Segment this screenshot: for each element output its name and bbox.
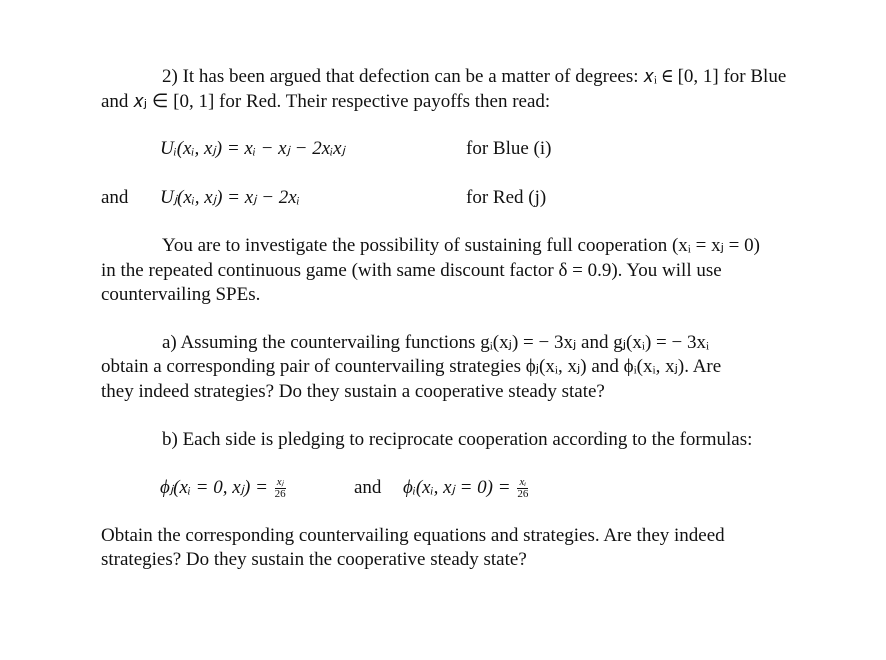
part-b-formula-2: [403, 477, 530, 500]
payoff-red-equation: Uⱼ(xᵢ, xⱼ) = xⱼ − 2xᵢ: [160, 187, 300, 208]
part-a-line-2: obtain a corresponding pair of countervailing strategies ϕⱼ(xᵢ, xⱼ) and ϕᵢ(xᵢ, xⱼ). Are: [101, 356, 722, 377]
payoff-blue-label: for Blue (i): [466, 138, 552, 159]
intro-line-1: 2) It has been argued that defection can be a matter of degrees: 𝑥ᵢ ∈ [0, 1] for Blue: [162, 66, 787, 87]
part-b-line-1: b) Each side is pledging to reciprocate cooperation according to the formulas:: [162, 429, 753, 450]
intro-line-2: and 𝑥ⱼ ∈ [0, 1] for Red. Their respective payoffs then read:: [101, 91, 551, 112]
part-b-formula-1: [160, 477, 288, 500]
formula-1-lhs: ϕⱼ(xᵢ = 0, xⱼ) =: [160, 477, 268, 498]
formula-1-denominator: 26: [274, 488, 286, 501]
payoff-red-label: for Red (j): [466, 187, 547, 208]
and-connector: and: [101, 187, 129, 208]
formula-2-lhs: ϕᵢ(xᵢ, xⱼ = 0) =: [403, 477, 511, 498]
part-a-line-3: they indeed strategies? Do they sustain a cooperative steady state?: [101, 381, 605, 402]
investigate-line-2: in the repeated continuous game (with same discount factor δ = 0.9). You will use: [101, 260, 722, 281]
formula-1-fraction: [275, 477, 286, 500]
closing-line-2: strategies? Do they sustain the cooperative steady state?: [101, 549, 527, 570]
part-a-line-1: a) Assuming the countervailing functions gᵢ(xⱼ) = − 3xⱼ and gⱼ(xᵢ) = − 3xᵢ: [162, 332, 710, 353]
formula-2-fraction: [517, 477, 528, 500]
payoff-blue-equation: Uᵢ(xᵢ, xⱼ) = xᵢ − xⱼ − 2xᵢxⱼ: [160, 138, 345, 159]
investigate-line-3: countervailing SPEs.: [101, 284, 261, 305]
investigate-line-1: You are to investigate the possibility of sustaining full cooperation (xᵢ = xⱼ = 0): [162, 235, 760, 256]
closing-line-1: Obtain the corresponding countervailing equations and strategies. Are they indeed: [101, 525, 725, 546]
formula-2-numerator: xᵢ: [517, 477, 528, 489]
formula-and: and: [354, 477, 382, 498]
formula-2-denominator: 26: [517, 488, 529, 501]
formula-1-numerator: xⱼ: [275, 477, 286, 489]
